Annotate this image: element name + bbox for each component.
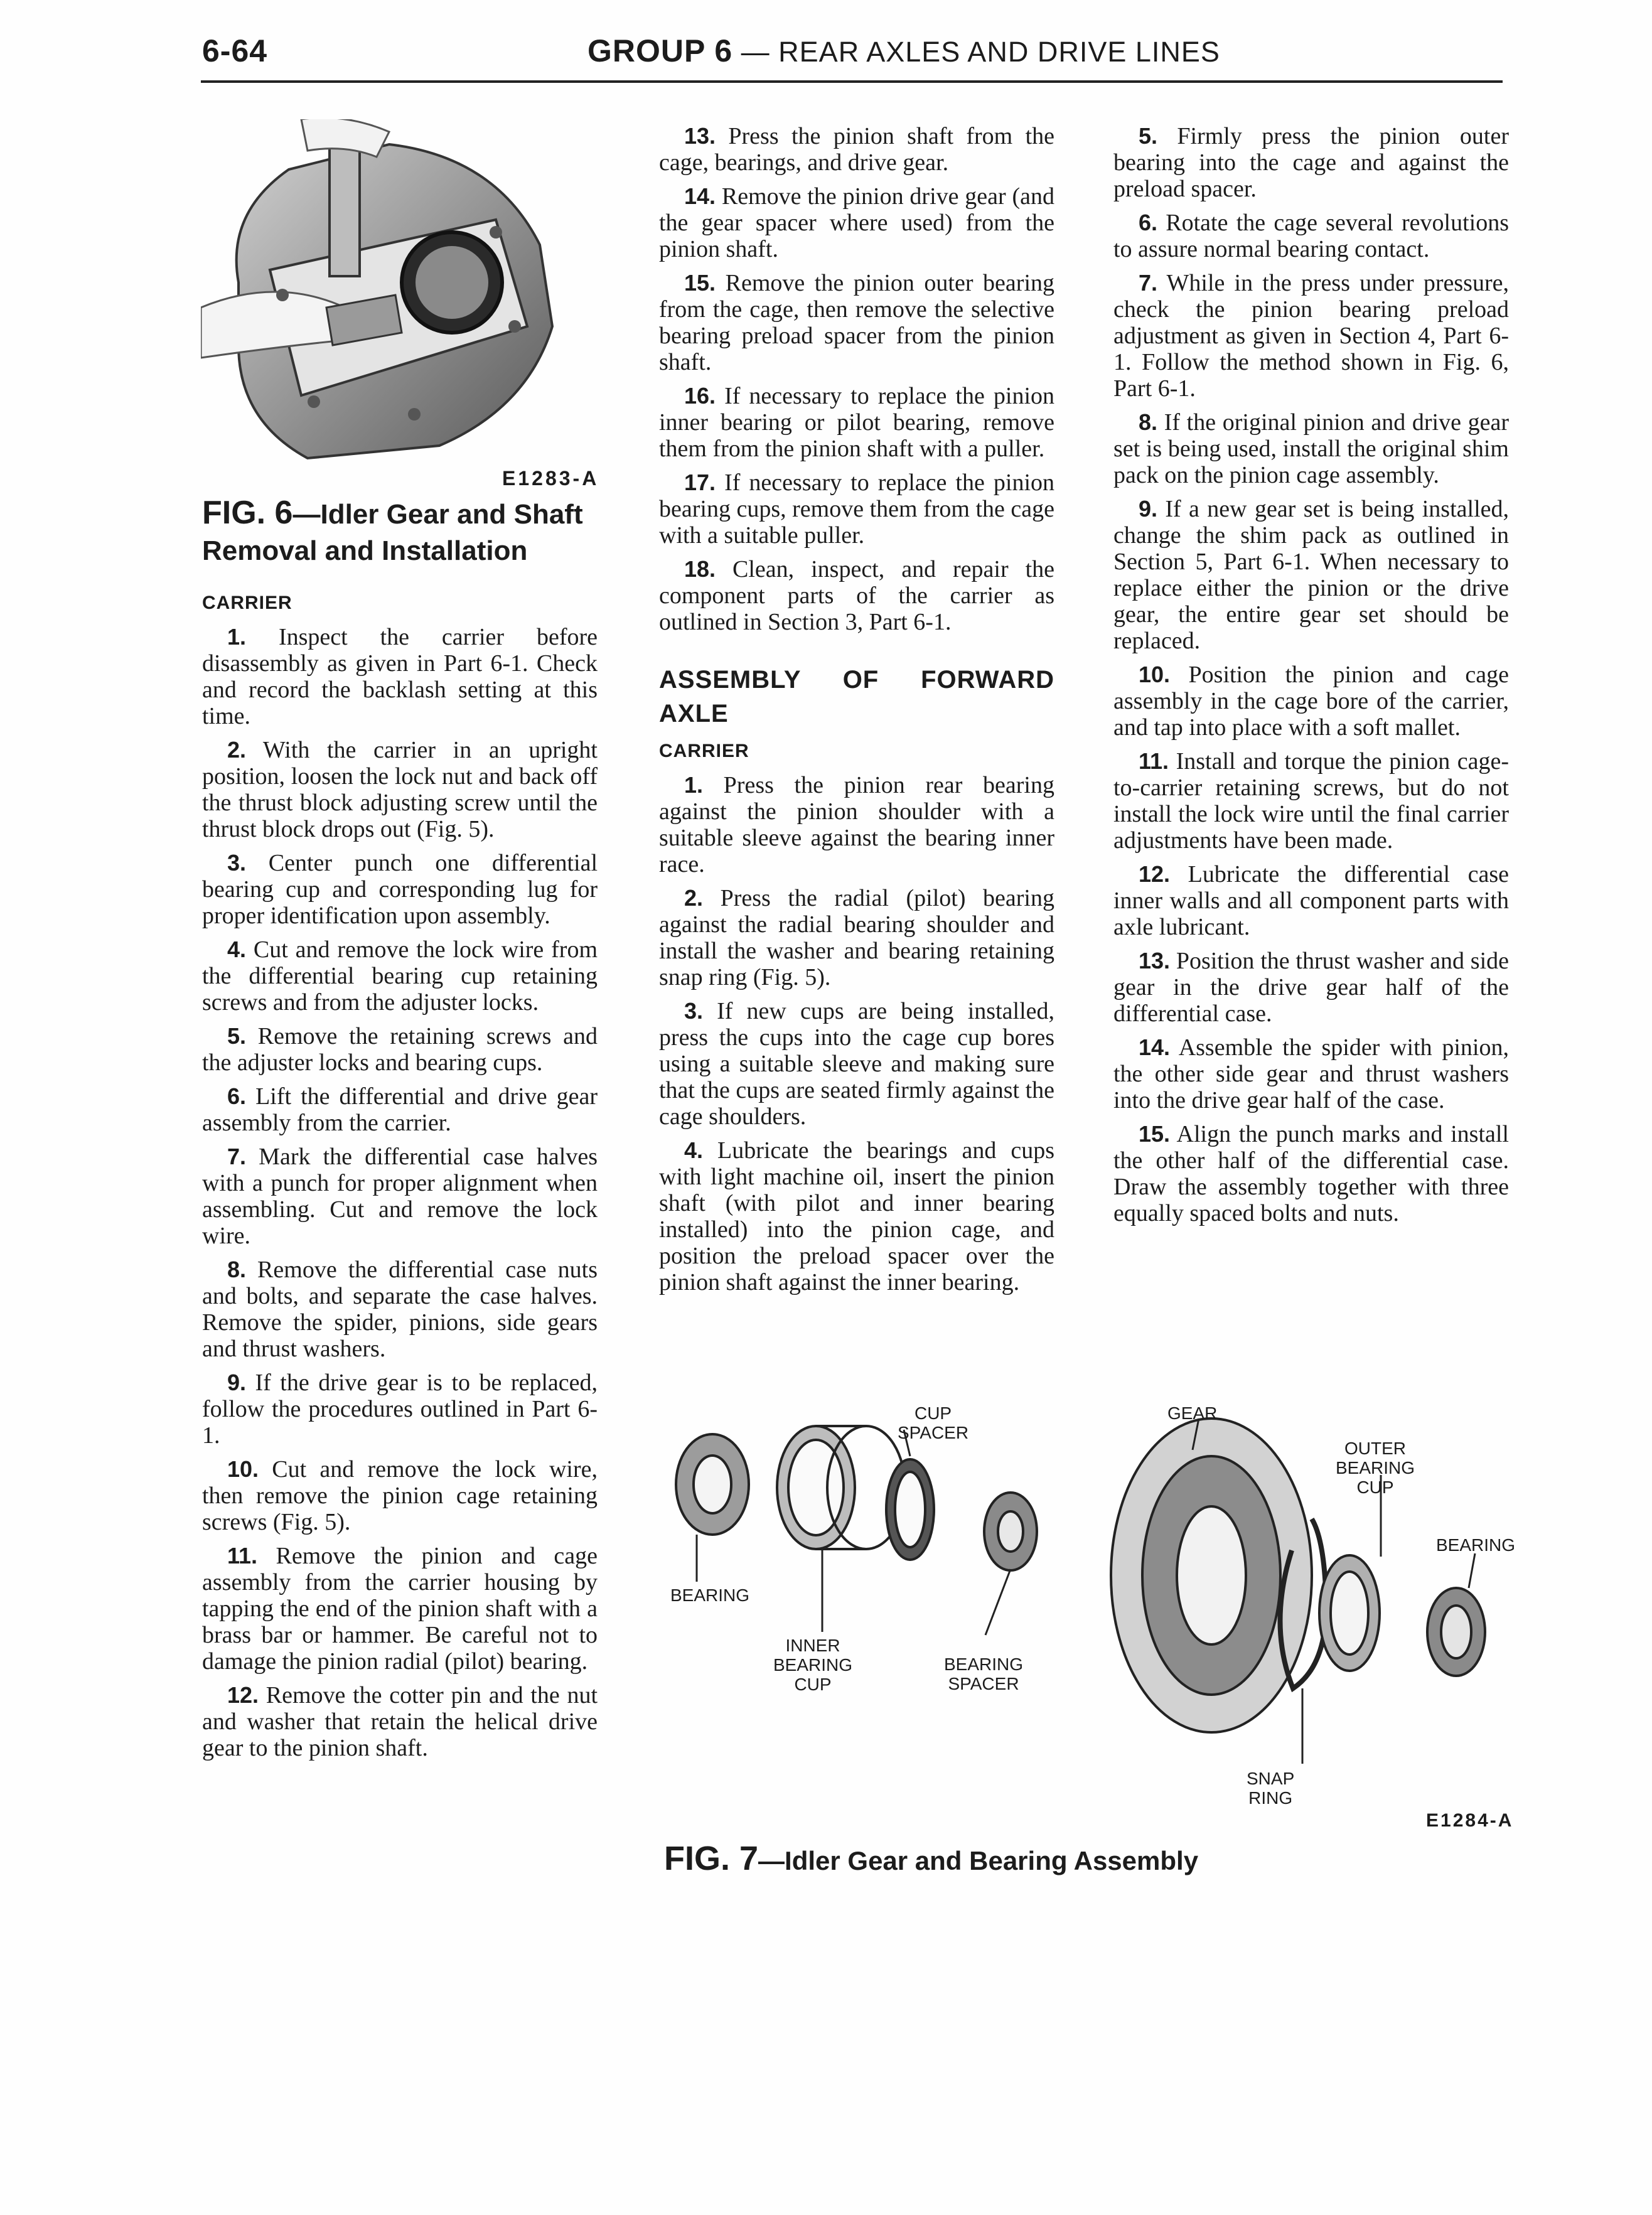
column-1	[202, 584, 598, 1769]
step-number: 10.	[227, 1456, 259, 1482]
column-3	[1113, 123, 1509, 1234]
procedure-step	[1113, 1034, 1509, 1113]
assembly-steps-continued	[1113, 123, 1509, 1226]
procedure-step	[202, 1083, 598, 1136]
procedure-step	[659, 123, 1054, 176]
procedure-step	[1113, 748, 1509, 854]
figure-6-caption-text: —Idler Gear and Shaft Removal and Installation	[202, 499, 583, 566]
procedure-step	[202, 737, 598, 842]
step-number: 8.	[227, 1257, 247, 1282]
step-text: While in the press under pressure, check the pinion bearing preload adjustment as given in Section 4, Part 6-1. Follow the method shown in Fig. 6, Part 6-1.	[1113, 270, 1509, 402]
step-number: 4.	[227, 936, 247, 962]
label-outer-bearing-cup-l3: CUP	[1356, 1478, 1394, 1497]
step-number: 5.	[1139, 123, 1158, 149]
disassembly-steps	[202, 624, 598, 1761]
step-number: 13.	[684, 123, 716, 149]
header-rule	[201, 80, 1503, 83]
group-title-main: GROUP 6	[587, 33, 733, 68]
step-text: Remove the pinion drive gear (and the gear spacer where used) from the pinion shaft.	[659, 183, 1054, 262]
step-number: 3.	[227, 850, 247, 876]
step-text: Assemble the spider with pinion, the other side gear and thrust washers into the drive gear half of the case.	[1113, 1034, 1509, 1113]
label-bearing-spacer-l1: BEARING	[944, 1655, 1024, 1674]
procedure-step	[1113, 861, 1509, 940]
step-number: 6.	[227, 1083, 247, 1109]
subhead-carrier: CARRIER	[202, 593, 292, 613]
label-snap-ring	[1247, 1769, 1294, 1808]
step-number: 5.	[227, 1023, 247, 1049]
step-number: 7.	[1139, 270, 1158, 296]
procedure-step	[659, 556, 1054, 635]
figure-6-illustration	[201, 119, 590, 496]
figure-7-caption	[664, 1839, 1198, 1878]
figure-6-caption-prefix: FIG. 6	[202, 495, 293, 531]
step-text: Center punch one differential bearing cup and corresponding lug for proper identification upon assembly.	[202, 850, 598, 929]
step-text: Remove the differential case nuts and bolts, and separate the case halves. Remove the spider, pinions, side gears and thrust washers.	[202, 1257, 598, 1362]
step-text: If the original pinion and drive gear set is being used, install the original shim pack on the pinion cage assembly.	[1113, 409, 1509, 488]
group-subtitle: — REAR AXLES AND DRIVE LINES	[732, 36, 1220, 68]
step-number: 10.	[1139, 662, 1171, 687]
step-number: 3.	[684, 998, 704, 1024]
step-text: If a new gear set is being installed, change the shim pack as outlined in Section 5, Part 6-1. When necessary to replace either the pinion or the drive gear, the entire gear set should be replaced.	[1113, 496, 1509, 654]
procedure-step	[659, 270, 1054, 375]
procedure-step	[202, 1023, 598, 1076]
procedure-step	[202, 936, 598, 1016]
label-gear: GEAR	[1167, 1403, 1218, 1423]
step-text: Press the pinion rear bearing against the pinion shoulder with a suitable sleeve against the bearing inner race.	[659, 772, 1054, 877]
procedure-step	[1113, 948, 1509, 1027]
procedure-step	[659, 998, 1054, 1130]
step-number: 12.	[227, 1682, 259, 1708]
column-2	[659, 123, 1054, 1303]
figure-7-id: E1284-A	[1426, 1810, 1514, 1831]
step-number: 4.	[684, 1137, 704, 1163]
procedure-step	[202, 1257, 598, 1362]
label-cup-spacer-l2: SPACER	[898, 1423, 969, 1442]
step-text: Firmly press the pinion outer bearing into the cage and against the preload spacer.	[1113, 123, 1509, 202]
label-inner-bearing-cup-l3: CUP	[794, 1675, 832, 1694]
subhead-carrier: CARRIER	[659, 741, 749, 761]
procedure-step	[659, 772, 1054, 877]
figure-6-caption	[202, 495, 604, 569]
step-number: 11.	[227, 1543, 258, 1569]
procedure-step	[1113, 662, 1509, 741]
procedure-step	[202, 624, 598, 729]
step-text: Lift the differential and drive gear assembly from the carrier.	[202, 1083, 598, 1136]
label-outer-bearing-cup	[1336, 1439, 1415, 1497]
group-title	[587, 33, 1220, 69]
label-inner-bearing-cup-l2: BEARING	[773, 1655, 853, 1675]
step-text: Mark the differential case halves with a punch for proper alignment when assembling. Cut and remove the lock wire.	[202, 1144, 598, 1249]
procedure-step	[202, 1682, 598, 1761]
section-heading: ASSEMBLY OF FORWARD AXLE	[659, 666, 1054, 727]
step-number: 16.	[684, 383, 716, 409]
step-text: Remove the retaining screws and the adjuster locks and bearing cups.	[202, 1023, 598, 1076]
figure-6-id: E1283-A	[502, 467, 599, 490]
step-number: 2.	[684, 885, 704, 911]
label-bearing-left: BEARING	[670, 1585, 750, 1605]
procedure-step	[202, 1456, 598, 1535]
step-text: Press the pinion shaft from the cage, bearings, and drive gear.	[659, 123, 1054, 176]
step-text: Cut and remove the lock wire from the differential bearing cup retaining screws and from the adjuster locks.	[202, 936, 598, 1016]
label-outer-bearing-cup-l2: BEARING	[1336, 1458, 1415, 1478]
step-text: If necessary to replace the pinion bearing cups, remove them from the cage with a suitable puller.	[659, 469, 1054, 549]
step-text: Align the punch marks and install the other half of the differential case. Draw the assembly together with three equally spaced bolts and nuts.	[1113, 1121, 1509, 1226]
step-text: Rotate the cage several revolutions to assure normal bearing contact.	[1113, 210, 1509, 262]
label-snap-ring-l2: RING	[1248, 1788, 1293, 1808]
step-number: 9.	[1139, 496, 1158, 522]
step-number: 6.	[1139, 210, 1158, 235]
procedure-step	[659, 383, 1054, 462]
step-number: 8.	[1139, 409, 1158, 435]
label-outer-bearing-cup-l1: OUTER	[1344, 1439, 1407, 1458]
procedure-step	[1113, 496, 1509, 654]
procedure-step	[1113, 210, 1509, 262]
step-number: 15.	[1139, 1121, 1171, 1147]
step-number: 14.	[1139, 1034, 1171, 1060]
procedure-step	[659, 469, 1054, 549]
step-number: 12.	[1139, 861, 1171, 887]
label-inner-bearing-cup-l1: INNER	[785, 1636, 840, 1655]
step-text: Remove the cotter pin and the nut and washer that retain the helical drive gear to the pinion shaft.	[202, 1682, 598, 1761]
step-text: Cut and remove the lock wire, then remove the pinion cage retaining screws (Fig. 5).	[202, 1456, 598, 1535]
disassembly-steps-continued	[659, 123, 1054, 635]
label-bearing-right: BEARING	[1436, 1535, 1516, 1555]
step-number: 17.	[684, 469, 716, 495]
step-number: 1.	[684, 772, 704, 798]
label-cup-spacer	[898, 1403, 968, 1442]
procedure-step	[1113, 270, 1509, 402]
step-text: Inspect the carrier before disassembly as given in Part 6-1. Check and record the backlash setting at this time.	[202, 624, 598, 729]
step-text: Clean, inspect, and repair the component parts of the carrier as outlined in Section 3, Part 6-1.	[659, 556, 1055, 635]
step-number: 7.	[227, 1144, 247, 1169]
procedure-step	[659, 183, 1054, 262]
procedure-step	[1113, 409, 1509, 488]
page-number: 6-64	[202, 33, 268, 68]
step-text: If the drive gear is to be replaced, follow the procedures outlined in Part 6-1.	[202, 1370, 598, 1449]
label-cup-spacer-l1: CUP	[914, 1403, 952, 1423]
procedure-step	[659, 885, 1054, 990]
assembly-steps	[659, 772, 1054, 1295]
step-number: 2.	[227, 737, 247, 763]
procedure-step	[1113, 1121, 1509, 1226]
step-text: Position the pinion and cage assembly in the cage bore of the carrier, and tap into place with a soft mallet.	[1113, 662, 1509, 741]
step-text: Lubricate the differential case inner walls and all component parts with axle lubricant.	[1113, 861, 1510, 940]
procedure-step	[202, 850, 598, 929]
step-text: Install and torque the pinion cage-to-carrier retaining screws, but do not install the lock wire until the final carrier adjustments have been made.	[1113, 748, 1510, 854]
step-number: 14.	[684, 183, 716, 209]
procedure-step	[659, 1137, 1054, 1295]
step-text: Position the thrust washer and side gear in the drive gear half of the differential case.	[1113, 948, 1509, 1027]
step-text: With the carrier in an upright position, loosen the lock nut and back off the thrust block adjusting screw until the thrust block drops out (Fig. 5).	[202, 737, 598, 842]
step-number: 11.	[1139, 748, 1169, 774]
label-bearing-spacer	[944, 1655, 1023, 1693]
label-bearing-spacer-l2: SPACER	[948, 1674, 1019, 1693]
step-text: If new cups are being installed, press the cups into the cage cup bores using a suitable sleeve and making sure that the cups are seated firmly against the cage shoulders.	[659, 998, 1054, 1130]
procedure-step	[1113, 123, 1509, 202]
step-number: 15.	[684, 270, 716, 296]
step-text: Remove the pinion and cage assembly from the carrier housing by tapping the end of the pinion shaft with a brass bar or hammer. Be careful not to damage the pinion radial (pilot) bearing.	[202, 1543, 598, 1675]
label-snap-ring-l1: SNAP	[1247, 1769, 1295, 1788]
step-text: Lubricate the bearings and cups with light machine oil, insert the pinion shaft (with pilot and inner bearing installed) into the pinion cage, and position the preload spacer over the pinion shaft against the inner bearing.	[659, 1137, 1055, 1295]
step-text: Remove the pinion outer bearing from the cage, then remove the selective bearing preload spacer from the pinion shaft.	[659, 270, 1055, 375]
step-text: If necessary to replace the pinion inner bearing or pilot bearing, remove them from the pinion shaft with a puller.	[659, 383, 1054, 462]
procedure-step	[202, 1144, 598, 1249]
step-number: 13.	[1139, 948, 1171, 973]
step-text: Press the radial (pilot) bearing against the radial bearing shoulder and install the washer and bearing retaining snap ring (Fig. 5).	[659, 885, 1054, 990]
step-number: 9.	[227, 1370, 247, 1395]
figure-7-caption-prefix: FIG. 7	[664, 1840, 759, 1877]
procedure-step	[202, 1370, 598, 1449]
label-inner-bearing-cup	[773, 1636, 852, 1694]
procedure-step	[202, 1543, 598, 1675]
figure-7-caption-text: —Idler Gear and Bearing Assembly	[758, 1846, 1199, 1875]
step-number: 18.	[684, 556, 716, 582]
step-number: 1.	[227, 624, 247, 650]
